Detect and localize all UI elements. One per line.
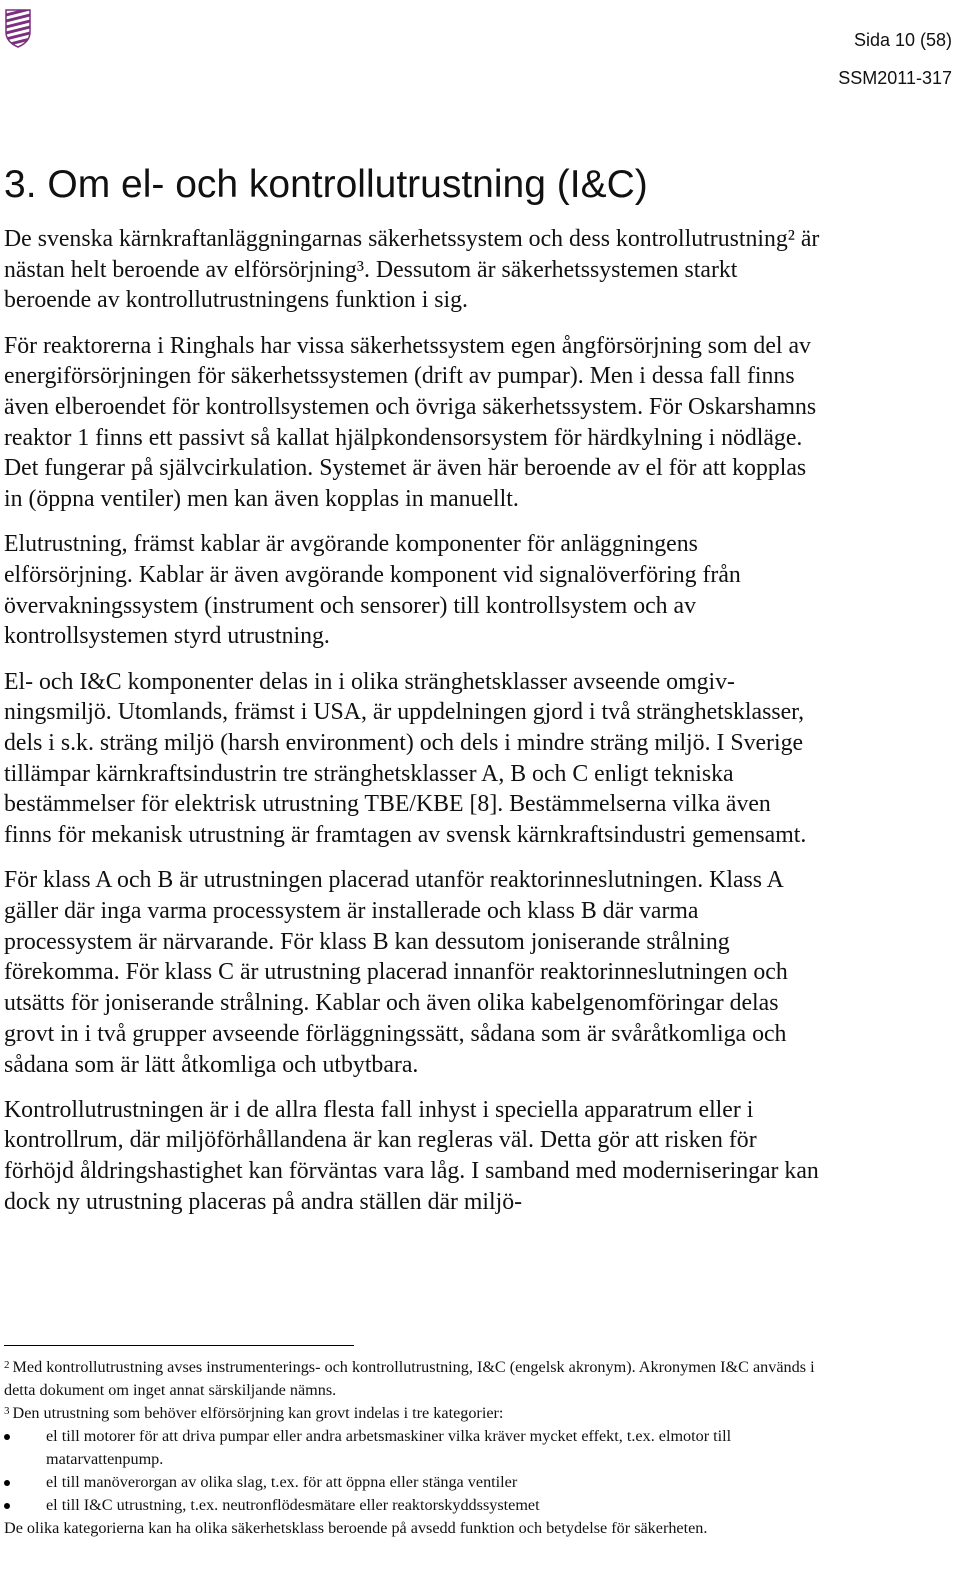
bullet-icon: [4, 1503, 10, 1509]
list-item-text: el till motorer för att driva pumpar eller andra arbetsmaskiner vilka kräver mycket effekt, t.ex. elmotor till matarvattenpump.: [46, 1427, 732, 1468]
list-item-text: el till I&C utrustning, t.ex. neutronflödesmätare eller reaktorskyddssystemet: [46, 1496, 540, 1514]
footnotes: [4, 1356, 829, 1540]
footnote-text: Med kontrollutrustning avses instrumenterings- och kontrollutrustning, I&C (engelsk akronym). Akronymen I&C används i detta dokument om inget annat särskiljande nämns.: [4, 1358, 815, 1399]
paragraph: El- och I&C komponenter delas in i olika stränghetsklasser avseende omgivningsmiljö. Utomlands, främst i USA, är uppdelningen gjord i två stränghetsklasser, dels i s.k. sträng miljö (harsh environment) och dels i mindre sträng miljö. I Sverige tillämpar kärnkraftsindustrin tre stränghetsklasser A, B och C enligt tekniska bestämmelser för elektrisk utrustning TBE/KBE [8]. Bestämmelserna vilka även finns för mekanisk utrustning är framtagen av svensk kärnkraftsindustri gemensamt.: [4, 668, 807, 849]
footnote-mark: 2: [4, 1359, 10, 1371]
section-title: 3. Om el- och kontrollutrustning (I&C): [4, 163, 648, 206]
paragraph: Kontrollutrustningen är i de allra flesta fall inhyst i speciella apparatrum eller i kontrollrum, där miljöförhållandena är kan regleras väl. Detta gör att risken för förhöjd åldringshastighet kan förväntas vara låg. I samband med moderniseringar kan dock ny utrustning placeras på andra ställen där miljö-: [4, 1096, 819, 1215]
paragraph: För klass A och B är utrustningen placerad utanför reaktorinneslutningen. Klass A gäller där inga varma processystem är installerade och klass B där varma processystem är närvarande. För klass B kan dessutom joniserande strålning förekomma. För klass C är utrustning placerad innanför reaktorinneslutningen och utsätts för joniserande strålning. Kablar och även olika kabelgenomföringar delas grovt in i två grupper avseende förläggningssätt, sådana som är svåråtkomliga och sådana som är lätt åtkomliga och utbytbara.: [4, 867, 788, 1078]
footnote-closing: De olika kategorierna kan ha olika säkerhetsklass beroende på avsedd funktion och betydelse för säkerheten.: [4, 1519, 708, 1537]
page-number: Sida 10 (58): [853, 30, 952, 50]
list-item: [4, 1471, 829, 1494]
footnote-mark: 3: [4, 1405, 10, 1417]
footnote-3: [4, 1402, 829, 1425]
ssm-shield-logo-icon: [4, 8, 32, 48]
footnote-2: [4, 1356, 829, 1402]
footnote-text: Den utrustning som behöver elförsörjning kan grovt indelas i tre kategorier:: [12, 1404, 504, 1422]
list-item: [4, 1494, 829, 1517]
footnote-separator: [4, 1345, 354, 1346]
paragraph: Elutrustning, främst kablar är avgörande komponenter för anläggningens elförsörjning. Kablar är även avgörande komponent vid signalöverföring från övervakningssystem (instrument och sensorer) till kontrollsystem och av kontrollsystemen styrd utrustning.: [4, 531, 741, 650]
list-item-text: el till manöverorgan av olika slag, t.ex. för att öppna eller stänga ventiler: [46, 1473, 518, 1491]
footnote-list: [4, 1425, 829, 1517]
body-text: [4, 224, 824, 1232]
list-item: [4, 1425, 829, 1471]
document-id: SSM2011-317: [838, 68, 952, 88]
paragraph: De svenska kärnkraftanläggningarnas säkerhetssystem och dess kontrollutrustning² är nästan helt beroende av elförsörjning³. Dessutom är säkerhetssystemen starkt beroende av kontrollutrustningens funktion i sig.: [4, 226, 820, 314]
bullet-icon: [4, 1480, 10, 1486]
bullet-icon: [4, 1434, 10, 1440]
paragraph: För reaktorerna i Ringhals har vissa säkerhetssystem egen ångförsörjning som del av energiförsörjningen för säkerhetssystemen (drift av pumpar). Men i dessa fall finns även elberoendet för kontrollsystemen och övriga säkerhetssystem. För Oskarshamns reaktor 1 finns ett passivt så kallat hjälpkondensorsystem för härdkylning i nödläge. Det fungerar på självcirkulation. Systemet är även här beroende av el för att kopplas in (öppna ventiler) men kan även kopplas in manuellt.: [4, 332, 817, 513]
